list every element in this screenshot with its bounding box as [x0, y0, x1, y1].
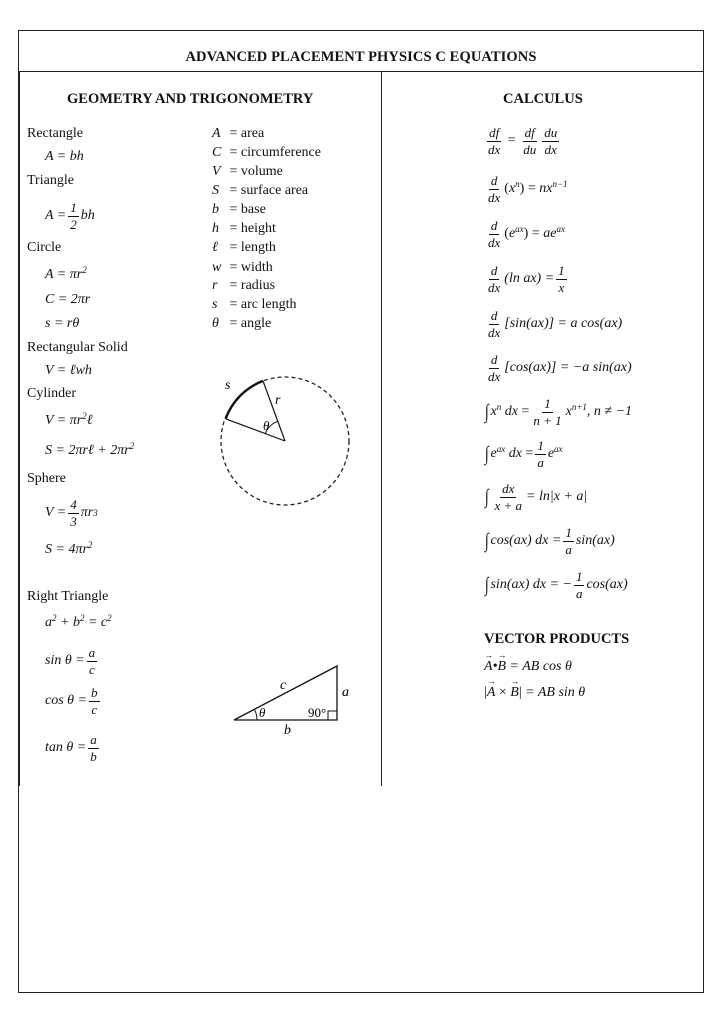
label-c: c: [280, 678, 287, 693]
half-fraction: [68, 201, 79, 231]
rectangular-solid-label: Rectangular Solid: [27, 340, 128, 355]
legend-equals: =: [226, 240, 241, 255]
exp-deriv-rhs: ae: [543, 226, 557, 242]
legend-description: width: [240, 260, 273, 275]
sin-int-lhs: sin(ax) dx = −: [490, 577, 572, 593]
legend-item: [212, 279, 275, 293]
arc-s: [226, 381, 263, 419]
theta-arc: [254, 709, 257, 720]
legend-symbol: w: [212, 260, 222, 275]
frac-num: 1: [544, 396, 551, 411]
right-triangle-label: Right Triangle: [27, 589, 109, 604]
log-integral: ∫ $\frac{dx}{x + a}$ = ln|x + a|: [484, 481, 588, 513]
legend-symbol: h: [212, 221, 219, 236]
log-derivative: $\frac{d}{dx}$ (ln ax) = $\frac{1}{x}$: [488, 263, 565, 295]
frac-den: x + a: [494, 497, 523, 513]
frac-num: 1: [558, 263, 565, 278]
log-int-rhs: = ln|x + a|: [526, 489, 588, 505]
cylinder-surface-equation: S = 2πrℓ + $2\pi r^2$: [45, 441, 135, 458]
right-triangle-diagram: [224, 656, 364, 736]
chain-rule: $\frac{df}{dx}$ = $\frac{df}{du}$ $\frac{du}{dx}$: [488, 125, 558, 157]
vector-products-heading: VECTOR PRODUCTS: [484, 631, 630, 647]
frac-num: df: [524, 125, 535, 140]
cos-int-lhs: cos(ax) dx =: [490, 533, 562, 549]
triangle-label: Triangle: [27, 173, 74, 188]
ln-deriv-mid: (ln ax) =: [504, 271, 555, 287]
frac-num: 1: [565, 525, 572, 540]
label-theta: θ: [263, 418, 270, 433]
legend-symbol: ℓ: [212, 240, 218, 255]
frac-den: dx: [544, 141, 557, 157]
power-derivative: $\frac{d}{dx}$ $(x^n) = nx^{n-1}$: [488, 173, 568, 205]
legend-item: [212, 241, 276, 255]
label-r: r: [275, 393, 281, 408]
frac-den: x: [558, 279, 565, 295]
circle-area-equation: $A = \pi r^2$: [45, 265, 87, 282]
legend-item: [212, 317, 271, 331]
cyl-surf-text: S = 2πrℓ + 2πr: [45, 443, 130, 458]
frac-num: du: [544, 125, 558, 140]
dot-product-equation: → A•→ B = AB cos θ: [484, 660, 572, 674]
calculus-heading: CALCULUS: [503, 91, 583, 107]
triangle-area-equation: [45, 201, 95, 231]
legend-description: surface area: [240, 183, 309, 198]
legend-description: height: [240, 221, 276, 236]
sin-deriv-text: [sin(ax)] = a cos(ax): [504, 316, 623, 332]
frac-num: a: [88, 645, 96, 660]
rectangle-equation: A = bh: [45, 149, 84, 164]
circle-circumference-equation: C = 2πr: [45, 292, 91, 307]
legend-description: angle: [240, 316, 272, 331]
legend-equals: =: [226, 183, 241, 198]
sphere-v-rhs: πr: [80, 505, 94, 521]
legend-equals: =: [226, 164, 241, 179]
label-a: a: [342, 685, 349, 700]
frac-den: n + 1: [533, 412, 562, 428]
legend-description: base: [240, 202, 266, 217]
sin-lhs: sin θ =: [45, 653, 85, 669]
pythagorean-equation: $a^2 + b^2 = c^2$: [45, 613, 112, 630]
legend-symbol: r: [212, 278, 218, 293]
legend-item: [212, 298, 297, 312]
label-s: s: [225, 378, 231, 393]
legend-description: radius: [240, 278, 276, 293]
triangle-lhs: A =: [45, 208, 67, 224]
legend-description: length: [240, 240, 276, 255]
power-integral: ∫ $x^n$ dx = $\frac{1}{n + 1}$ $x^{n+1}$ , n ≠ −1: [484, 396, 633, 428]
label-theta-triangle: θ: [259, 705, 266, 720]
sine-derivative: $\frac{d}{dx}$ [sin(ax)] = a cos(ax): [488, 308, 623, 340]
legend-item: [212, 222, 276, 236]
sin-fraction: [87, 646, 98, 676]
frac-num: a: [90, 732, 97, 747]
sine-integral: ∫ sin(ax) dx = − $\frac{1}{a}$ cos(ax): [484, 569, 628, 601]
label-90deg: 90°: [308, 705, 327, 720]
sphere-v-lhs: V =: [45, 505, 67, 521]
cross-product-equation: |→ A × → B| = AB sin θ: [484, 686, 585, 700]
frac-den: dx: [488, 141, 501, 157]
cos-lhs: cos θ =: [45, 693, 87, 709]
cyl-vol-text: V = πr: [45, 413, 83, 428]
cos-deriv-text: [cos(ax)] = −a sin(ax): [504, 360, 632, 376]
title-divider: [19, 71, 703, 72]
legend-description: volume: [240, 164, 283, 179]
legend-equals: =: [226, 202, 241, 217]
cos-int-rhs: sin(ax): [575, 533, 615, 549]
label-b: b: [284, 723, 291, 736]
legend-symbol: S: [212, 183, 219, 198]
rectangular-solid-equation: V = ℓwh: [45, 363, 92, 378]
dot-rhs: = AB cos θ: [509, 659, 572, 674]
right-angle-mark: [328, 711, 337, 720]
frac-den: 3: [70, 513, 77, 529]
legend-equals: =: [226, 145, 241, 160]
frac-num: 1: [575, 569, 583, 584]
sphere-label: Sphere: [27, 471, 66, 486]
triangle-rhs: bh: [80, 208, 95, 224]
power-deriv-rhs: nx: [539, 181, 553, 197]
legend-item: [212, 184, 308, 198]
cylinder-label: Cylinder: [27, 386, 76, 401]
legend-equals: =: [226, 221, 241, 236]
legend-symbol: V: [212, 164, 221, 179]
sphere-surf-text: S = 4πr: [45, 542, 88, 557]
equation-sheet-frame: [18, 30, 704, 993]
sin-int-rhs: cos(ax): [586, 577, 628, 593]
legend-symbol: θ: [212, 316, 219, 331]
cyl-vol-tail: ℓ: [86, 413, 93, 428]
legend-description: area: [240, 126, 265, 141]
frac-num: df: [489, 125, 500, 140]
circle-label: Circle: [27, 240, 62, 255]
page-title: ADVANCED PLACEMENT PHYSICS C EQUATIONS: [185, 49, 537, 65]
exponential-integral: ∫ $e^{ax}$ dx = $\frac{1}{a}$ $e^{ax}$: [484, 438, 563, 470]
legend-symbol: b: [212, 202, 219, 217]
power-int-tail: , n ≠ −1: [586, 404, 633, 420]
frac-den: b: [90, 748, 97, 764]
cross-rhs: = AB sin θ: [525, 685, 586, 700]
circle-area-text: A = πr: [45, 267, 83, 282]
legend-equals: =: [226, 297, 241, 312]
legend-item: [212, 127, 264, 141]
tan-lhs: tan θ =: [45, 740, 87, 756]
legend-item: [212, 261, 273, 275]
column-divider: [381, 71, 382, 786]
frac-den: a: [565, 541, 572, 557]
legend-item: [212, 146, 321, 160]
pyth-a: a: [45, 615, 52, 630]
left-border: [19, 71, 20, 786]
legend-equals: =: [226, 278, 241, 293]
legend-symbol: C: [212, 145, 222, 160]
rectangle-label: Rectangle: [27, 126, 83, 141]
frac-den: 2: [70, 216, 77, 232]
sphere-surface-equation: $S = 4\pi r^2$: [45, 540, 93, 557]
geometry-heading: GEOMETRY AND TRIGONOMETRY: [67, 91, 314, 107]
legend-description: arc length: [240, 297, 297, 312]
frac-den: a: [575, 585, 583, 601]
frac-num: 1: [70, 200, 77, 215]
sphere-volume-equation: V = $\frac{4}{3}$ πr 3: [45, 497, 98, 529]
arc-length-equation: s = rθ: [45, 316, 80, 331]
frac-den: a: [537, 454, 544, 470]
frac-den: c: [89, 661, 95, 677]
frac-num: b: [91, 685, 98, 700]
legend-equals: =: [226, 316, 241, 331]
legend-symbol: s: [212, 297, 218, 312]
legend-item: [212, 203, 266, 217]
frac-num: dx: [502, 481, 515, 496]
legend-item: [212, 165, 283, 179]
cosine-integral: ∫ cos(ax) dx = $\frac{1}{a}$ sin(ax): [484, 525, 615, 557]
legend-equals: =: [226, 260, 241, 275]
cos-fraction: [89, 686, 100, 716]
tangent-equation: [45, 733, 101, 763]
cosine-derivative: $\frac{d}{dx}$ [cos(ax)] = −a sin(ax): [488, 352, 632, 384]
legend-description: circumference: [240, 145, 321, 160]
frac-num: 1: [537, 438, 544, 453]
circle-diagram: [215, 369, 355, 509]
tan-fraction: [88, 733, 99, 763]
frac-num: 4: [70, 497, 77, 512]
cylinder-volume-equation: $V = \pi r^2\ell$: [45, 411, 93, 428]
four-thirds-fraction: [68, 498, 79, 528]
frac-den: du: [523, 141, 537, 157]
sine-equation: [45, 646, 99, 676]
legend-equals: =: [226, 126, 241, 141]
legend-symbol: A: [212, 126, 221, 141]
exponential-derivative: $\frac{d}{dx}$ $(e^{ax}) = ae^{ax}$: [488, 218, 565, 250]
cosine-equation: [45, 686, 102, 716]
frac-den: c: [91, 701, 98, 717]
